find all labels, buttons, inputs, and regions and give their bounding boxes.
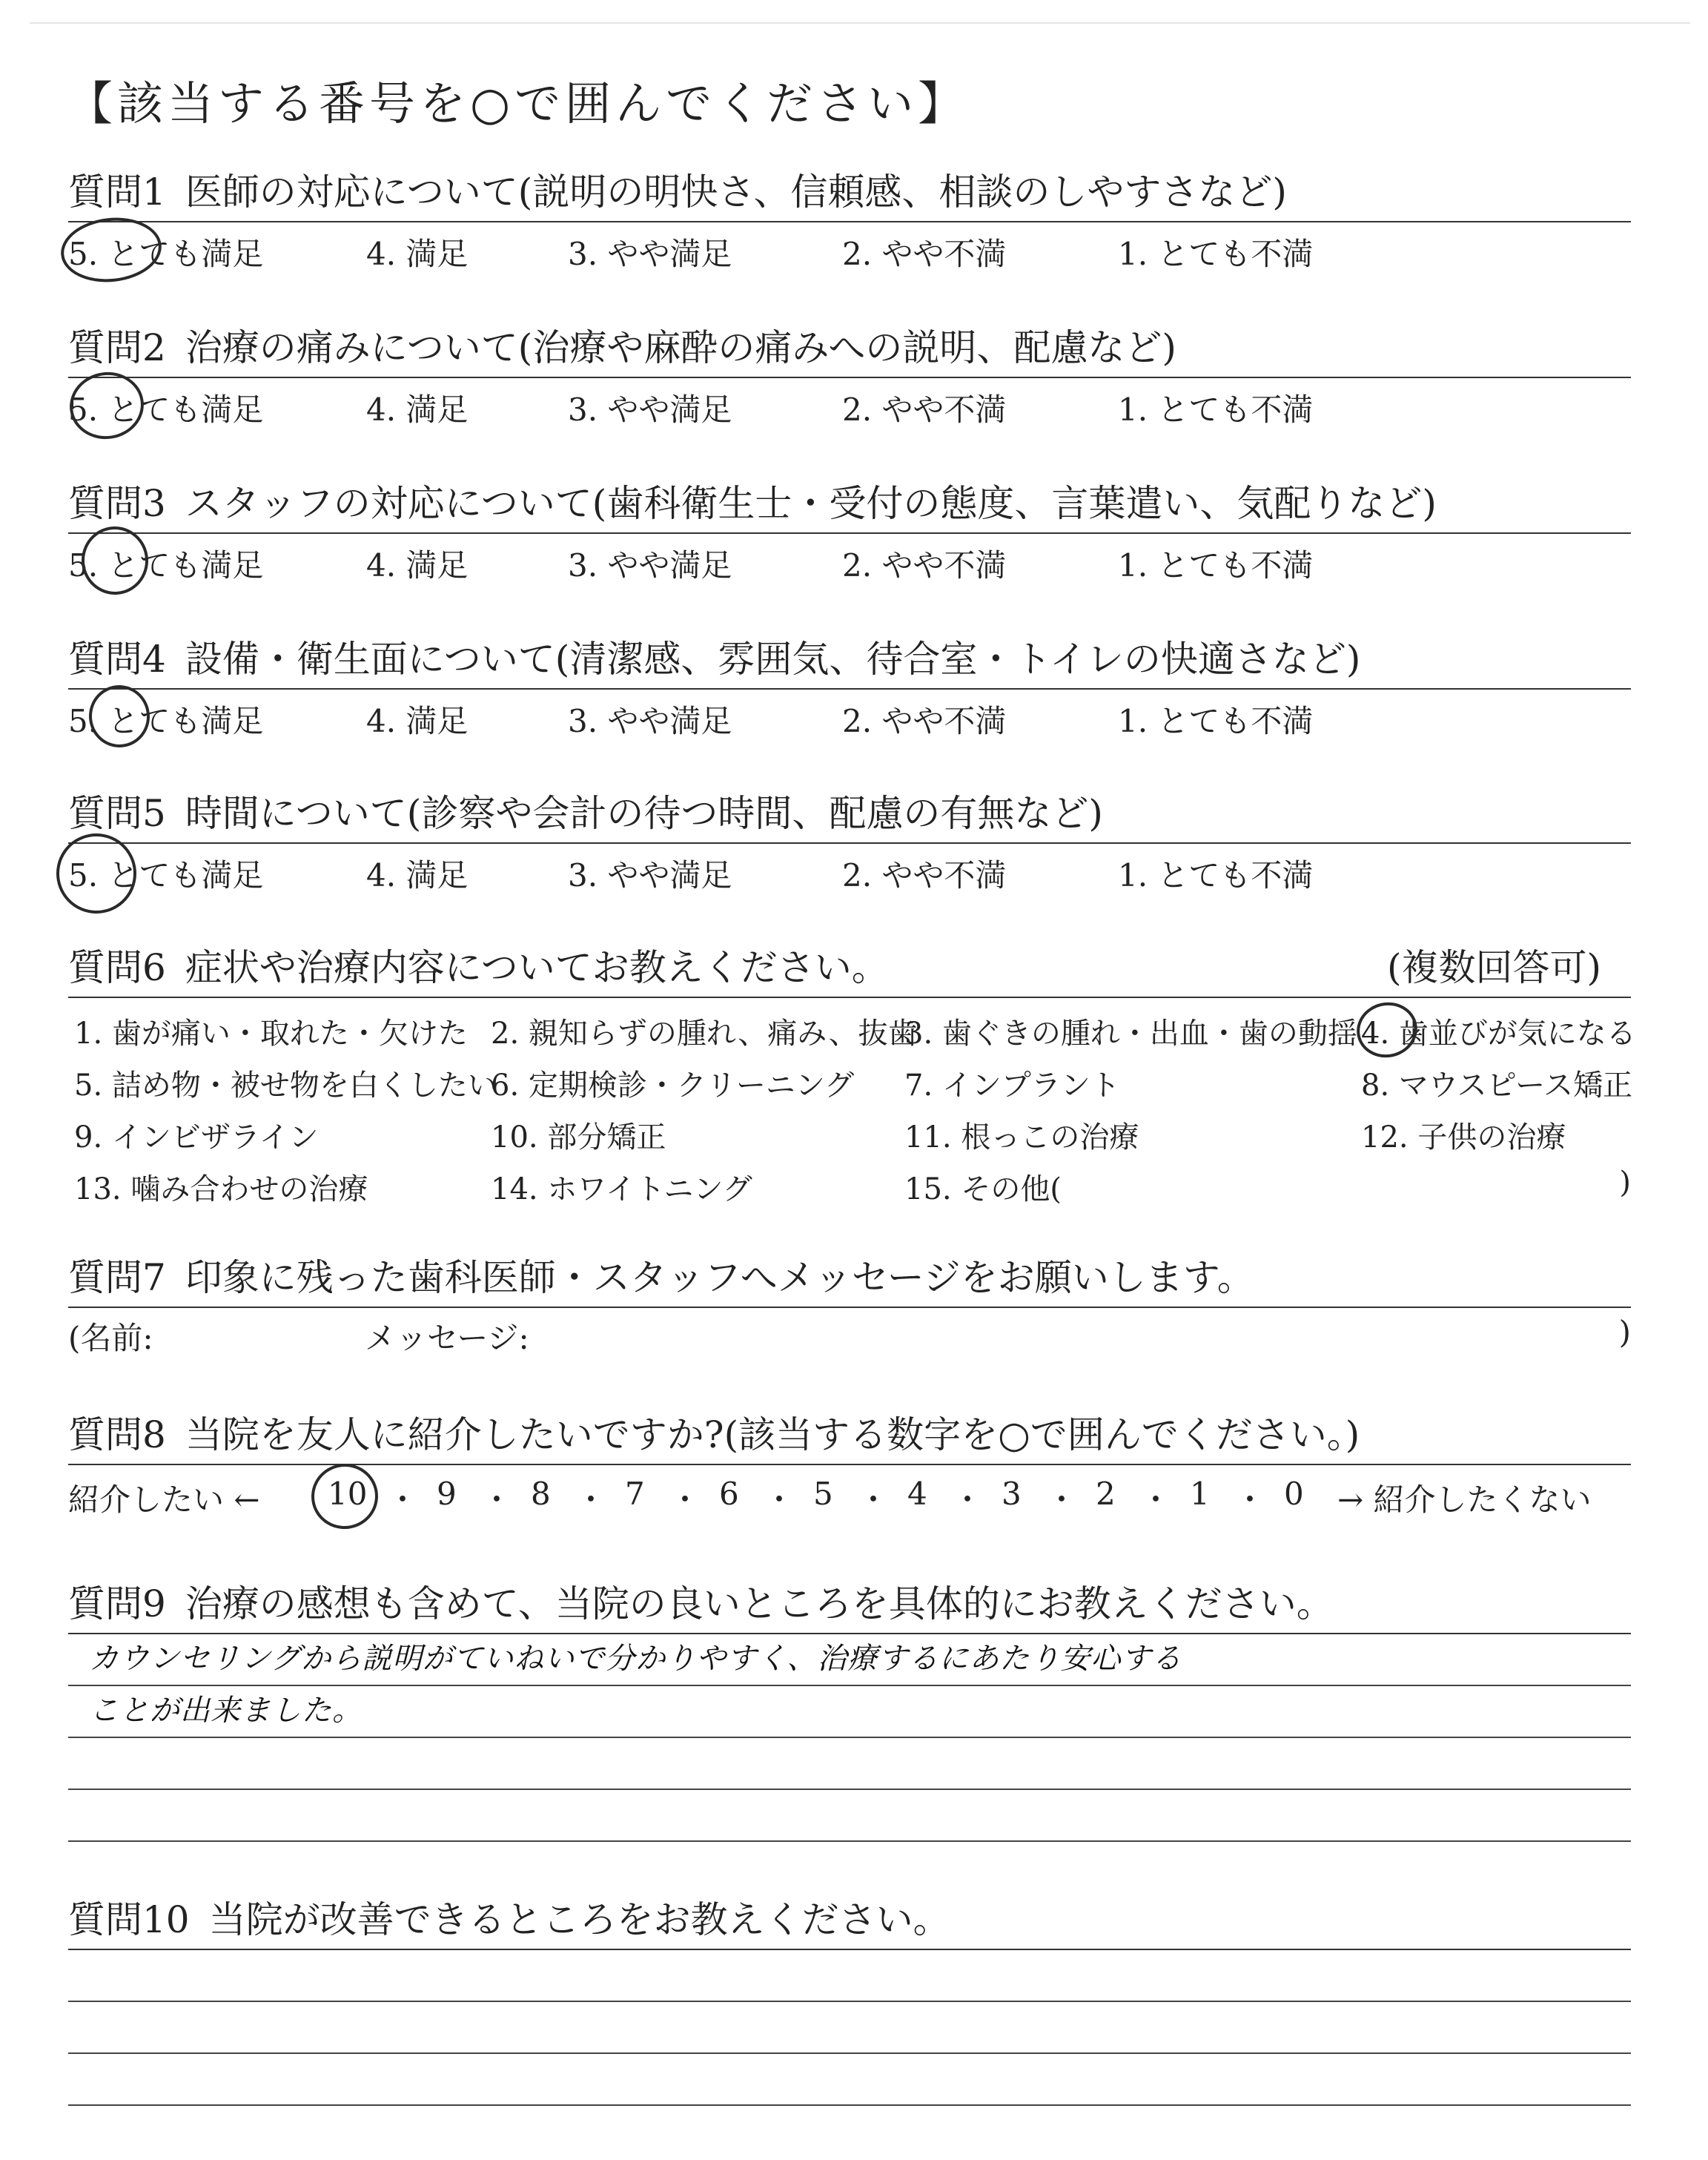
answer-line: [68, 1738, 1631, 1790]
question-text: 症状や治療内容についてお教えください。: [185, 946, 889, 989]
rating-options: [68, 690, 1631, 742]
question-text: 時間について(診察や会計の待つ時間、配慮の有無など): [185, 792, 1103, 835]
rating-option-4[interactable]: 4. 満足: [366, 547, 469, 584]
question-5: [68, 789, 1631, 896]
rating-options: [68, 222, 1631, 274]
rating-option-3[interactable]: 3. やや満足: [568, 547, 732, 584]
scale-separator: ・: [1046, 1482, 1078, 1518]
scale-value[interactable]: 6: [719, 1476, 739, 1512]
question-2: [68, 323, 1631, 430]
scale-separator: ・: [481, 1482, 513, 1518]
rating-option-1[interactable]: 1. とても不満: [1118, 236, 1314, 272]
scale-value[interactable]: 2: [1096, 1476, 1116, 1512]
symptom-option-other[interactable]: 15. その他(: [904, 1172, 1062, 1206]
rating-option-4[interactable]: 4. 満足: [366, 857, 469, 894]
answer-line: [68, 2054, 1631, 2106]
answer-lines[interactable]: [68, 1950, 1631, 2106]
rating-option-1[interactable]: 1. とても不満: [1118, 392, 1314, 428]
message-label: メッセージ:: [365, 1320, 529, 1356]
question-10: [68, 1895, 1631, 2106]
message-close-paren: ): [1618, 1314, 1631, 1350]
scale-separator: ・: [952, 1482, 984, 1518]
handwritten-answer: ことが出来ました。: [89, 1694, 363, 1728]
rating-option-1[interactable]: 1. とても不満: [1118, 547, 1314, 584]
rating-option-2[interactable]: 2. やや不満: [842, 547, 1007, 584]
answer-line: [68, 1634, 1631, 1686]
rating-option-4[interactable]: 4. 満足: [366, 236, 469, 272]
rating-option-1[interactable]: 1. とても不満: [1118, 857, 1314, 894]
rating-option-2[interactable]: 2. やや不満: [842, 236, 1007, 272]
scale-separator: ・: [387, 1482, 419, 1518]
symptom-option[interactable]: 11. 根っこの治療: [904, 1120, 1139, 1155]
scale-separator: ・: [1140, 1482, 1172, 1518]
question-number: 質問3: [68, 482, 166, 525]
question-6: [68, 943, 1636, 1213]
scale-right-label: → 紹介したくない: [1337, 1482, 1592, 1518]
scale-value[interactable]: 3: [1002, 1476, 1022, 1512]
scale-value[interactable]: 8: [531, 1476, 551, 1512]
question-text: 医師の対応について(説明の明快さ、信頼感、相談のしやすさなど): [185, 171, 1287, 214]
question-number: 質問1: [68, 171, 166, 214]
question-title: [68, 1410, 1631, 1459]
hand-circle-mark: [50, 827, 142, 919]
rating-option-3[interactable]: 3. やや満足: [568, 857, 732, 894]
question-title: [68, 479, 1631, 528]
scale-separator: ・: [764, 1482, 795, 1518]
question-7: [68, 1253, 1631, 1357]
question-number: 質問6: [68, 946, 166, 989]
question-9: [68, 1579, 1631, 1842]
scale-separator: ・: [669, 1482, 701, 1518]
scale-value[interactable]: 7: [625, 1476, 645, 1512]
rating-option-3[interactable]: 3. やや満足: [568, 703, 732, 739]
scale-value[interactable]: 1: [1190, 1476, 1210, 1512]
question-4: [68, 635, 1631, 742]
symptom-option[interactable]: 9. インビザライン: [74, 1120, 319, 1155]
rating-option-5[interactable]: 5. とても満足: [68, 547, 264, 584]
answer-line: [68, 2002, 1631, 2054]
rating-option-5[interactable]: 5. とても満足: [68, 236, 264, 272]
question-text: 当院を友人に紹介したいですか?(該当する数字を○で囲んでください。): [185, 1413, 1360, 1456]
form-heading: 【該当する番号を○で囲んでください】: [67, 76, 969, 131]
rating-option-3[interactable]: 3. やや満足: [568, 392, 732, 428]
rating-option-2[interactable]: 2. やや不満: [842, 703, 1007, 739]
hand-circle-mark: [1351, 997, 1423, 1063]
question-text: 設備・衛生面について(清潔感、雰囲気、待合室・トイレの快適さなど): [185, 638, 1361, 681]
question-number: 質問10: [68, 1898, 190, 1941]
scale-value[interactable]: 4: [907, 1476, 927, 1512]
rating-option-5[interactable]: 5. とても満足: [68, 703, 264, 739]
symptom-option[interactable]: 14. ホワイトニング: [491, 1172, 752, 1206]
question-text: 当院が改善できるところをお教えください。: [208, 1898, 950, 1941]
rating-option-1[interactable]: 1. とても不満: [1118, 703, 1314, 739]
question-number: 質問2: [68, 326, 166, 369]
rating-option-4[interactable]: 4. 満足: [366, 392, 469, 428]
symptom-option[interactable]: 12. 子供の治療: [1361, 1120, 1566, 1155]
question-text: 治療の痛みについて(治療や麻酔の痛みへの説明、配慮など): [185, 326, 1176, 369]
recommend-scale: [68, 1465, 1631, 1520]
question-number: 質問5: [68, 792, 166, 835]
answer-line: [68, 1790, 1631, 1842]
symptom-option[interactable]: 8. マウスピース矯正: [1361, 1069, 1633, 1103]
answer-lines[interactable]: [68, 1634, 1631, 1842]
scale-value[interactable]: 9: [437, 1476, 457, 1512]
question-title: [68, 1895, 1631, 1944]
question-title: [68, 635, 1631, 684]
symptom-options: [68, 998, 1636, 1213]
name-label: (名前:: [68, 1320, 153, 1356]
symptom-option[interactable]: 6. 定期検診・クリーニング: [491, 1069, 855, 1103]
symptom-option[interactable]: 7. インプラント: [904, 1069, 1120, 1103]
rating-options: [68, 534, 1631, 586]
answer-line: [68, 1686, 1631, 1738]
rating-option-5[interactable]: 5. とても満足: [68, 392, 264, 428]
symptom-option[interactable]: 4. 歯並びが気になる: [1361, 1017, 1636, 1051]
rating-options: [68, 844, 1631, 896]
scan-edge: [30, 22, 1690, 24]
question-8: [68, 1410, 1631, 1520]
multiple-answers-note: (複数回答可): [1386, 946, 1601, 989]
symptom-option[interactable]: 1. 歯が痛い・取れた・欠けた: [74, 1017, 468, 1051]
scale-value[interactable]: 10: [328, 1476, 368, 1512]
question-title: [68, 168, 1631, 217]
hand-circle-mark: [79, 524, 150, 597]
scale-value[interactable]: 5: [813, 1476, 833, 1512]
question-number: 質問7: [68, 1256, 166, 1299]
rating-options: [68, 378, 1631, 430]
scale-separator: ・: [1234, 1482, 1266, 1518]
scale-value[interactable]: 0: [1284, 1476, 1304, 1512]
answer-line: [68, 1950, 1631, 2002]
question-number: 質問8: [68, 1413, 166, 1456]
handwritten-answer: カウンセリングから説明がていねいで分かりやすく、治療するにあたり安心する: [89, 1642, 1182, 1676]
rating-option-4[interactable]: 4. 満足: [366, 703, 469, 739]
symptom-option[interactable]: 5. 詰め物・被せ物を白くしたい: [74, 1069, 497, 1103]
other-close-paren: ): [1619, 1166, 1631, 1200]
scale-separator: ・: [858, 1482, 890, 1518]
message-line[interactable]: [68, 1308, 1631, 1357]
question-1: [68, 168, 1631, 274]
question-title: [68, 943, 1631, 992]
symptom-option[interactable]: 10. 部分矯正: [491, 1120, 666, 1155]
question-text: 治療の感想も含めて、当院の良いところを具体的にお教えください。: [185, 1582, 1334, 1625]
question-number: 質問4: [68, 638, 166, 681]
question-title: [68, 1579, 1631, 1628]
rating-option-3[interactable]: 3. やや満足: [568, 236, 732, 272]
hand-circle-mark: [65, 367, 148, 443]
question-3: [68, 479, 1631, 586]
question-title: [68, 323, 1631, 372]
question-text: スタッフの対応について(歯科衛生士・受付の態度、言葉遣い、気配りなど): [185, 482, 1437, 525]
hand-circle-mark: [58, 213, 165, 287]
question-text: 印象に残った歯科医師・スタッフへメッセージをお願いします。: [185, 1256, 1254, 1299]
question-title: [68, 789, 1631, 838]
rating-option-5[interactable]: 5. とても満足: [68, 857, 264, 894]
rating-option-2[interactable]: 2. やや不満: [842, 392, 1007, 428]
hand-circle-mark: [307, 1459, 382, 1533]
scale-separator: ・: [575, 1482, 607, 1518]
symptom-option[interactable]: 3. 歯ぐきの腫れ・出血・歯の動揺: [904, 1017, 1357, 1051]
question-title: [68, 1253, 1631, 1302]
rating-option-2[interactable]: 2. やや不満: [842, 857, 1007, 894]
symptom-option[interactable]: 2. 親知らずの腫れ、痛み、抜歯: [491, 1017, 918, 1051]
symptom-option[interactable]: 13. 噛み合わせの治療: [74, 1172, 368, 1206]
question-number: 質問9: [68, 1582, 166, 1625]
scale-left-label: 紹介したい ←: [68, 1482, 260, 1518]
